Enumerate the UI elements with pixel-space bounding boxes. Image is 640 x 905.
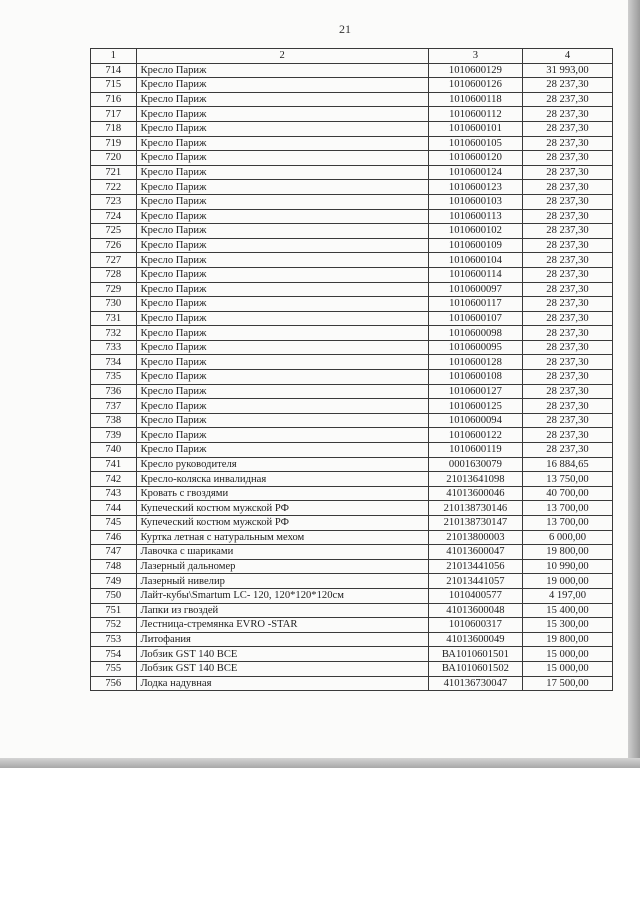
amount-cell: 28 237,30 [522, 428, 612, 443]
inventory-code-cell: ВА1010601501 [428, 647, 522, 662]
inventory-table [90, 48, 613, 691]
amount-cell: 28 237,30 [522, 224, 612, 239]
inventory-code-cell: 1010600129 [428, 63, 522, 78]
amount-cell: 28 237,30 [522, 370, 612, 385]
row-number-cell: 754 [91, 647, 137, 662]
amount-cell: 28 237,30 [522, 209, 612, 224]
table-row [91, 136, 613, 151]
inventory-code-cell: 0001630079 [428, 457, 522, 472]
inventory-code-cell: 41013600048 [428, 603, 522, 618]
inventory-code-cell: 1010600108 [428, 370, 522, 385]
table-row [91, 472, 613, 487]
amount-cell: 19 000,00 [522, 574, 612, 589]
item-name-cell: Лапки из гвоздей [136, 603, 428, 618]
amount-cell: 10 990,00 [522, 559, 612, 574]
amount-cell: 28 237,30 [522, 107, 612, 122]
row-number-cell: 748 [91, 559, 137, 574]
inventory-code-cell: 1010600120 [428, 151, 522, 166]
table-row [91, 151, 613, 166]
row-number-cell: 740 [91, 443, 137, 458]
row-number-cell: 744 [91, 501, 137, 516]
amount-cell: 28 237,30 [522, 238, 612, 253]
amount-cell: 28 237,30 [522, 413, 612, 428]
table-row [91, 78, 613, 93]
amount-cell: 28 237,30 [522, 121, 612, 136]
row-number-cell: 732 [91, 326, 137, 341]
table-row [91, 516, 613, 531]
table-row [91, 676, 613, 691]
item-name-cell: Кресло Париж [136, 224, 428, 239]
item-name-cell: Кресло Париж [136, 165, 428, 180]
inventory-code-cell: 1010600117 [428, 297, 522, 312]
amount-cell: 28 237,30 [522, 443, 612, 458]
item-name-cell: Кресло Париж [136, 267, 428, 282]
table-row [91, 326, 613, 341]
row-number-cell: 716 [91, 92, 137, 107]
amount-cell: 28 237,30 [522, 355, 612, 370]
inventory-code-cell: 1010600123 [428, 180, 522, 195]
inventory-code-cell: 41013600049 [428, 632, 522, 647]
item-name-cell: Лайт-кубы\Smartum LC- 120, 120*120*120см [136, 588, 428, 603]
amount-cell: 28 237,30 [522, 151, 612, 166]
table-row [91, 647, 613, 662]
row-number-cell: 736 [91, 384, 137, 399]
table-row [91, 632, 613, 647]
item-name-cell: Кресло руководителя [136, 457, 428, 472]
table-row [91, 194, 613, 209]
row-number-cell: 725 [91, 224, 137, 239]
table-row [91, 355, 613, 370]
row-number-cell: 731 [91, 311, 137, 326]
row-number-cell: 737 [91, 399, 137, 414]
inventory-code-cell: 1010600102 [428, 224, 522, 239]
table-row [91, 501, 613, 516]
row-number-cell: 715 [91, 78, 137, 93]
item-name-cell: Кровать с гвоздями [136, 486, 428, 501]
row-number-cell: 718 [91, 121, 137, 136]
item-name-cell: Кресло Париж [136, 297, 428, 312]
item-name-cell: Лобзик GST 140 ВСЕ [136, 661, 428, 676]
amount-cell: 13 750,00 [522, 472, 612, 487]
table-row [91, 311, 613, 326]
amount-cell: 40 700,00 [522, 486, 612, 501]
item-name-cell: Кресло Париж [136, 78, 428, 93]
table-row [91, 340, 613, 355]
item-name-cell: Лобзик GST 140 ВСЕ [136, 647, 428, 662]
inventory-code-cell: 1010600118 [428, 92, 522, 107]
amount-cell: 28 237,30 [522, 78, 612, 93]
inventory-code-cell: 1010600094 [428, 413, 522, 428]
row-number-cell: 741 [91, 457, 137, 472]
column-header-1: 1 [91, 49, 137, 64]
item-name-cell: Кресло Париж [136, 443, 428, 458]
inventory-code-cell: 1010600119 [428, 443, 522, 458]
item-name-cell: Кресло Париж [136, 92, 428, 107]
amount-cell: 28 237,30 [522, 180, 612, 195]
row-number-cell: 752 [91, 618, 137, 633]
item-name-cell: Кресло Париж [136, 121, 428, 136]
table-row [91, 618, 613, 633]
inventory-code-cell: 1010600109 [428, 238, 522, 253]
amount-cell: 15 000,00 [522, 647, 612, 662]
item-name-cell: Кресло Париж [136, 399, 428, 414]
amount-cell: 28 237,30 [522, 340, 612, 355]
inventory-code-cell: 1010600114 [428, 267, 522, 282]
row-number-cell: 738 [91, 413, 137, 428]
inventory-code-cell: ВА1010601502 [428, 661, 522, 676]
row-number-cell: 726 [91, 238, 137, 253]
table-row [91, 574, 613, 589]
table-row [91, 661, 613, 676]
row-number-cell: 739 [91, 428, 137, 443]
inventory-code-cell: 1010600125 [428, 399, 522, 414]
table-row [91, 428, 613, 443]
table-row [91, 267, 613, 282]
row-number-cell: 724 [91, 209, 137, 224]
table-row [91, 413, 613, 428]
item-name-cell: Кресло Париж [136, 209, 428, 224]
table-row [91, 253, 613, 268]
page-number: 21 [339, 22, 351, 36]
row-number-cell: 747 [91, 545, 137, 560]
table-row [91, 559, 613, 574]
table-row [91, 588, 613, 603]
table-row [91, 63, 613, 78]
inventory-code-cell: 1010600113 [428, 209, 522, 224]
item-name-cell: Кресло Париж [136, 194, 428, 209]
row-number-cell: 727 [91, 253, 137, 268]
row-number-cell: 729 [91, 282, 137, 297]
table-row [91, 107, 613, 122]
table-body [91, 63, 613, 691]
row-number-cell: 749 [91, 574, 137, 589]
inventory-code-cell: 1010600103 [428, 194, 522, 209]
table-row [91, 282, 613, 297]
row-number-cell: 721 [91, 165, 137, 180]
row-number-cell: 743 [91, 486, 137, 501]
amount-cell: 28 237,30 [522, 92, 612, 107]
amount-cell: 28 237,30 [522, 165, 612, 180]
amount-cell: 28 237,30 [522, 136, 612, 151]
table-row [91, 530, 613, 545]
item-name-cell: Кресло Париж [136, 253, 428, 268]
item-name-cell: Кресло Париж [136, 238, 428, 253]
inventory-code-cell: 21013800003 [428, 530, 522, 545]
amount-cell: 16 884,65 [522, 457, 612, 472]
row-number-cell: 735 [91, 370, 137, 385]
item-name-cell: Кресло Париж [136, 340, 428, 355]
inventory-code-cell: 1010600105 [428, 136, 522, 151]
row-number-cell: 734 [91, 355, 137, 370]
row-number-cell: 720 [91, 151, 137, 166]
table-row [91, 121, 613, 136]
table-row [91, 165, 613, 180]
row-number-cell: 719 [91, 136, 137, 151]
item-name-cell: Лавочка с шариками [136, 545, 428, 560]
inventory-code-cell: 1010600098 [428, 326, 522, 341]
item-name-cell: Кресло Париж [136, 370, 428, 385]
inventory-code-cell: 410136730047 [428, 676, 522, 691]
amount-cell: 28 237,30 [522, 253, 612, 268]
amount-cell: 19 800,00 [522, 632, 612, 647]
column-header-2: 2 [136, 49, 428, 64]
item-name-cell: Купеческий костюм мужской РФ [136, 516, 428, 531]
item-name-cell: Кресло Париж [136, 355, 428, 370]
inventory-code-cell: 21013441057 [428, 574, 522, 589]
table-row [91, 209, 613, 224]
inventory-code-cell: 1010600104 [428, 253, 522, 268]
item-name-cell: Кресло Париж [136, 107, 428, 122]
row-number-cell: 750 [91, 588, 137, 603]
amount-cell: 13 700,00 [522, 516, 612, 531]
item-name-cell: Лазерный нивелир [136, 574, 428, 589]
scan-shadow-bottom [0, 758, 640, 768]
item-name-cell: Литофания [136, 632, 428, 647]
amount-cell: 28 237,30 [522, 267, 612, 282]
inventory-code-cell: 1010600122 [428, 428, 522, 443]
table-row [91, 238, 613, 253]
inventory-code-cell: 1010600095 [428, 340, 522, 355]
row-number-cell: 751 [91, 603, 137, 618]
row-number-cell: 733 [91, 340, 137, 355]
amount-cell: 15 400,00 [522, 603, 612, 618]
table-header-row [91, 49, 613, 64]
row-number-cell: 714 [91, 63, 137, 78]
table-row [91, 92, 613, 107]
inventory-code-cell: 210138730146 [428, 501, 522, 516]
inventory-code-cell: 1010600317 [428, 618, 522, 633]
item-name-cell: Кресло Париж [136, 311, 428, 326]
amount-cell: 4 197,00 [522, 588, 612, 603]
inventory-code-cell: 210138730147 [428, 516, 522, 531]
row-number-cell: 756 [91, 676, 137, 691]
row-number-cell: 717 [91, 107, 137, 122]
row-number-cell: 746 [91, 530, 137, 545]
table-row [91, 399, 613, 414]
item-name-cell: Кресло-коляска инвалидная [136, 472, 428, 487]
row-number-cell: 728 [91, 267, 137, 282]
row-number-cell: 723 [91, 194, 137, 209]
table-row [91, 297, 613, 312]
item-name-cell: Купеческий костюм мужской РФ [136, 501, 428, 516]
amount-cell: 15 000,00 [522, 661, 612, 676]
row-number-cell: 722 [91, 180, 137, 195]
inventory-code-cell: 1010400577 [428, 588, 522, 603]
item-name-cell: Кресло Париж [136, 413, 428, 428]
inventory-code-cell: 1010600107 [428, 311, 522, 326]
item-name-cell: Куртка летная с натуральным мехом [136, 530, 428, 545]
item-name-cell: Кресло Париж [136, 136, 428, 151]
inventory-code-cell: 1010600101 [428, 121, 522, 136]
table-row [91, 224, 613, 239]
inventory-code-cell: 41013600047 [428, 545, 522, 560]
amount-cell: 19 800,00 [522, 545, 612, 560]
inventory-code-cell: 21013441056 [428, 559, 522, 574]
table-row [91, 384, 613, 399]
table-row [91, 457, 613, 472]
scan-shadow-right [628, 0, 640, 764]
table-row [91, 180, 613, 195]
inventory-code-cell: 1010600128 [428, 355, 522, 370]
inventory-code-cell: 1010600126 [428, 78, 522, 93]
inventory-code-cell: 1010600097 [428, 282, 522, 297]
amount-cell: 28 237,30 [522, 282, 612, 297]
item-name-cell: Кресло Париж [136, 326, 428, 341]
amount-cell: 31 993,00 [522, 63, 612, 78]
amount-cell: 15 300,00 [522, 618, 612, 633]
inventory-code-cell: 1010600112 [428, 107, 522, 122]
item-name-cell: Лестница-стремянка EVRO -STAR [136, 618, 428, 633]
column-header-3: 3 [428, 49, 522, 64]
table-row [91, 486, 613, 501]
amount-cell: 28 237,30 [522, 384, 612, 399]
table-row [91, 370, 613, 385]
amount-cell: 6 000,00 [522, 530, 612, 545]
amount-cell: 28 237,30 [522, 297, 612, 312]
item-name-cell: Кресло Париж [136, 180, 428, 195]
item-name-cell: Кресло Париж [136, 63, 428, 78]
inventory-code-cell: 1010600127 [428, 384, 522, 399]
row-number-cell: 742 [91, 472, 137, 487]
column-header-4: 4 [522, 49, 612, 64]
item-name-cell: Кресло Париж [136, 384, 428, 399]
amount-cell: 17 500,00 [522, 676, 612, 691]
inventory-code-cell: 21013641098 [428, 472, 522, 487]
inventory-code-cell: 1010600124 [428, 165, 522, 180]
amount-cell: 28 237,30 [522, 399, 612, 414]
amount-cell: 28 237,30 [522, 311, 612, 326]
item-name-cell: Кресло Париж [136, 428, 428, 443]
amount-cell: 13 700,00 [522, 501, 612, 516]
item-name-cell: Кресло Париж [136, 282, 428, 297]
item-name-cell: Кресло Париж [136, 151, 428, 166]
row-number-cell: 730 [91, 297, 137, 312]
amount-cell: 28 237,30 [522, 194, 612, 209]
row-number-cell: 745 [91, 516, 137, 531]
item-name-cell: Лазерный дальномер [136, 559, 428, 574]
item-name-cell: Лодка надувная [136, 676, 428, 691]
table-row [91, 603, 613, 618]
row-number-cell: 753 [91, 632, 137, 647]
table-row [91, 443, 613, 458]
amount-cell: 28 237,30 [522, 326, 612, 341]
inventory-code-cell: 41013600046 [428, 486, 522, 501]
table-row [91, 545, 613, 560]
row-number-cell: 755 [91, 661, 137, 676]
